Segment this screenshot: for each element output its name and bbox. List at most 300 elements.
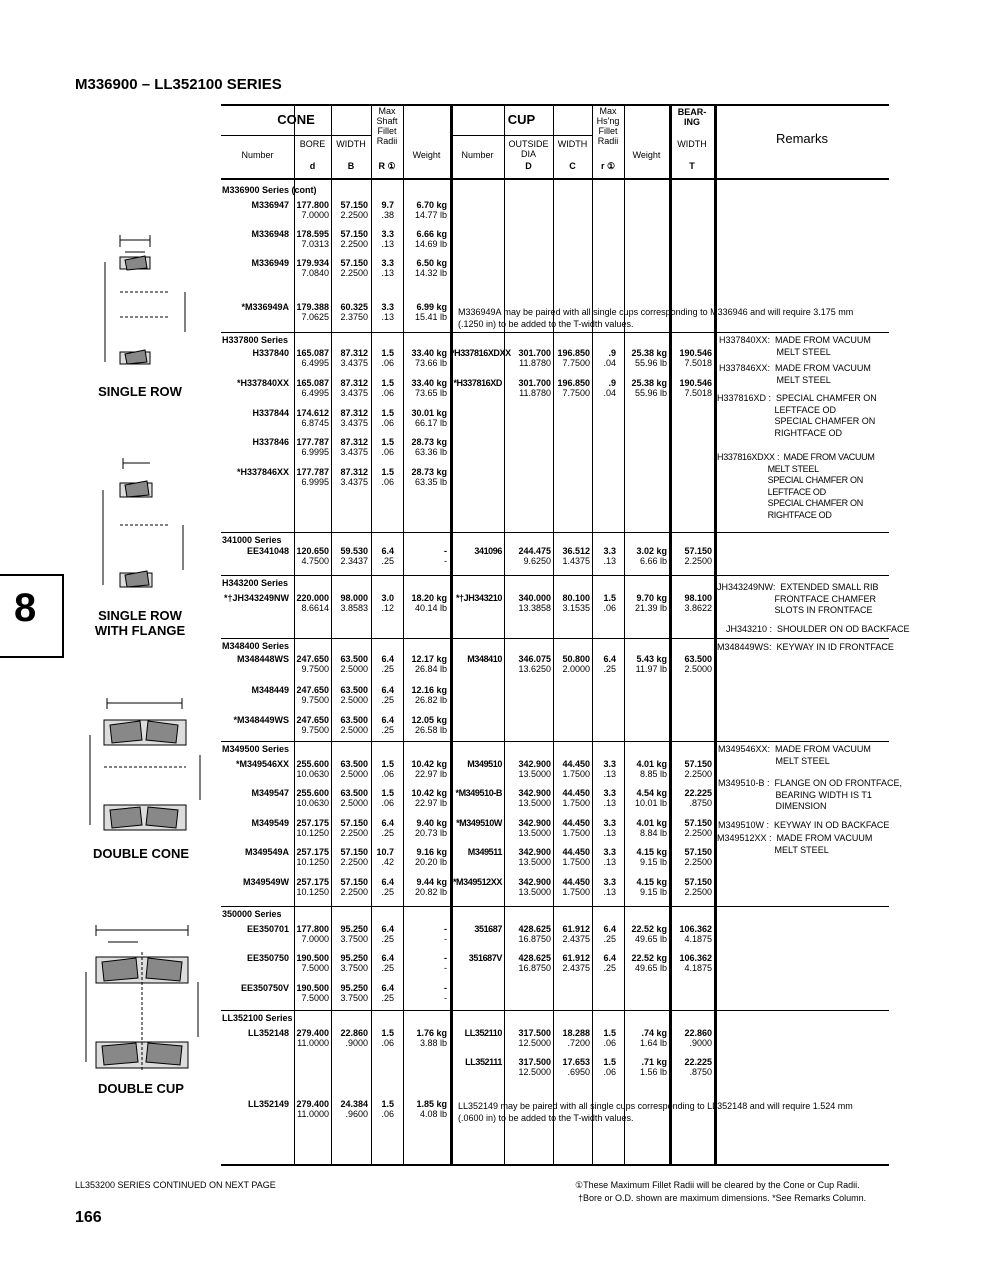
bearing-header-2: ING bbox=[683, 117, 700, 127]
cone-width-in: 3.4375 bbox=[340, 358, 368, 368]
shaft-radius-mm: 6.4 bbox=[381, 953, 394, 963]
cup-weight-kg: 22.52 kg bbox=[631, 953, 667, 963]
bearing-width-in: 2.2500 bbox=[684, 857, 712, 867]
bearing-width-in: 7.5018 bbox=[684, 388, 712, 398]
cone-weight-kg: 1.76 kg bbox=[416, 1028, 447, 1038]
outside-dia-in: 11.8780 bbox=[519, 388, 551, 398]
section-m348400: M348400 Series bbox=[222, 641, 290, 651]
bearing-width-in: 2.2500 bbox=[684, 769, 712, 779]
cup-weight-kg: 25.38 kg bbox=[631, 378, 667, 388]
bore-in: 6.4995 bbox=[301, 388, 329, 398]
cup-width-mm: 61.912 bbox=[562, 953, 590, 963]
shaft-radius-mm: 1.5 bbox=[381, 348, 394, 358]
cone-weight-lb: 66.17 lb bbox=[414, 418, 447, 428]
shaft-radius-in: .13 bbox=[381, 312, 394, 322]
hsng-radius-mm: 3.3 bbox=[603, 788, 616, 798]
bearing-width-in: 2.2500 bbox=[684, 556, 712, 566]
bore-in: 11.0000 bbox=[297, 1109, 329, 1119]
cup-weight-kg: 9.70 kg bbox=[636, 593, 667, 603]
cone-weight-lb: 26.58 lb bbox=[414, 725, 447, 735]
cone-width-mm: 87.312 bbox=[340, 378, 368, 388]
max-shaft-label-3: Fillet bbox=[377, 126, 397, 136]
shaft-radius-in: .25 bbox=[381, 556, 394, 566]
hsng-radius-in: .06 bbox=[603, 1067, 616, 1077]
shaft-radius-mm: 10.7 bbox=[376, 847, 394, 857]
cup-width-in: 2.4375 bbox=[562, 963, 590, 973]
bore-mm: 257.175 bbox=[296, 818, 329, 828]
shaft-radius-mm: 6.4 bbox=[381, 654, 394, 664]
bore-mm: 255.600 bbox=[296, 788, 329, 798]
outside-dia-in: 11.8780 bbox=[519, 358, 551, 368]
cone-weight-kg: 28.73 kg bbox=[411, 437, 447, 447]
hsng-radius-mm: 6.4 bbox=[603, 654, 616, 664]
outside-dia-mm: 342.900 bbox=[518, 788, 551, 798]
footnote-2: †Bore or O.D. shown are maximum dimensions. *See Remarks Column. bbox=[578, 1193, 867, 1203]
hsng-radius-mm: 6.4 bbox=[603, 924, 616, 934]
bore-mm: 190.500 bbox=[296, 983, 329, 993]
max-hsng-label-4: Radii bbox=[597, 136, 619, 146]
remark-jh343210: JH343210 : SHOULDER ON OD BACKFACE bbox=[726, 624, 910, 634]
remark-h337846xx: H337846XX: MADE FROM VACUUM MELT STEEL bbox=[719, 363, 871, 385]
cone-number-header: Number bbox=[241, 150, 274, 160]
bearing-width-symbol: T bbox=[689, 161, 695, 171]
cone-number: *H337846XX bbox=[236, 467, 289, 477]
cup-weight-lb: 55.96 lb bbox=[634, 388, 667, 398]
shaft-radius-in: .25 bbox=[381, 725, 394, 735]
outside-dia-symbol: D bbox=[525, 161, 532, 171]
double-cone-diagram bbox=[82, 695, 207, 845]
bearing-header-1: BEAR- bbox=[677, 107, 707, 117]
hsng-radius-in: .13 bbox=[603, 857, 616, 867]
cone-weight-header: Weight bbox=[412, 150, 441, 160]
cone-weight-kg: 1.85 kg bbox=[416, 1099, 447, 1109]
cone-weight-kg: 12.17 kg bbox=[411, 654, 447, 664]
cup-weight-lb: 8.85 lb bbox=[639, 769, 667, 779]
cone-width-in: 3.8583 bbox=[340, 603, 368, 613]
outside-dia-mm: 342.900 bbox=[518, 877, 551, 887]
cup-number: 341096 bbox=[474, 546, 502, 556]
bearing-width-mm: 190.546 bbox=[679, 378, 712, 388]
chapter-number: 8 bbox=[14, 586, 37, 630]
cup-number: LL352110 bbox=[464, 1028, 502, 1038]
bore-in: 9.7500 bbox=[301, 664, 329, 674]
section-ll352100: LL352100 Series bbox=[222, 1013, 293, 1023]
cone-width-in: 3.4375 bbox=[340, 418, 368, 428]
shaft-radius-mm: 1.5 bbox=[381, 467, 394, 477]
cone-width-in: 3.7500 bbox=[340, 963, 368, 973]
outside-dia-in: 16.8750 bbox=[518, 963, 551, 973]
note-ll352149-2: (.0600 in) to be added to the T-width values. bbox=[458, 1113, 634, 1123]
shaft-radius-mm: 3.3 bbox=[381, 229, 394, 239]
shaft-radius-in: .42 bbox=[381, 857, 394, 867]
outside-dia-mm: 346.075 bbox=[518, 654, 551, 664]
bore-mm: 257.175 bbox=[296, 877, 329, 887]
cup-number: LL352111 bbox=[465, 1057, 502, 1067]
remark-m348449ws: M348449WS: KEYWAY IN ID FRONTFACE bbox=[717, 642, 894, 652]
outside-dia-label-2: DIA bbox=[520, 149, 536, 159]
cone-width-mm: 95.250 bbox=[340, 924, 368, 934]
cone-weight-lb: - bbox=[444, 556, 447, 566]
chapter-tab bbox=[0, 574, 64, 658]
cone-width-in: 2.2500 bbox=[340, 857, 368, 867]
bearing-width-in: .8750 bbox=[689, 1067, 712, 1077]
cone-weight-lb: - bbox=[444, 963, 447, 973]
hsng-radius-mm: 1.5 bbox=[603, 1028, 616, 1038]
cup-width-in: .7200 bbox=[567, 1038, 590, 1048]
cup-weight-kg: 4.01 kg bbox=[636, 818, 667, 828]
cone-number: EE350701 bbox=[246, 924, 289, 934]
cone-width-in: 2.2500 bbox=[340, 887, 368, 897]
cup-width-mm: 44.450 bbox=[562, 818, 590, 828]
hsng-radius-mm: 3.3 bbox=[603, 546, 616, 556]
remarks-header: Remarks bbox=[775, 131, 828, 146]
cup-width-in: 3.1535 bbox=[562, 603, 590, 613]
cone-number: *M336949A bbox=[241, 302, 289, 312]
note-m336949a-1: M336949A may be paired with all single cups corresponding to M336946 and will require 3.175 mm bbox=[458, 307, 854, 317]
page-title: M336900 – LL352100 SERIES bbox=[75, 76, 282, 93]
cone-number: M349549A bbox=[244, 847, 289, 857]
outside-dia-label-1: OUTSIDE bbox=[508, 139, 549, 149]
cone-weight-lb: 22.97 lb bbox=[414, 769, 447, 779]
cone-width-mm: 87.312 bbox=[340, 348, 368, 358]
bearing-width-mm: 106.362 bbox=[679, 953, 712, 963]
outside-dia-mm: 342.900 bbox=[518, 847, 551, 857]
section-350000: 350000 Series bbox=[222, 909, 282, 919]
cone-weight-kg: 18.20 kg bbox=[411, 593, 447, 603]
bore-in: 7.5000 bbox=[301, 993, 329, 1003]
table-top-rule bbox=[221, 104, 889, 106]
bore-in: 7.0625 bbox=[301, 312, 329, 322]
cup-weight-kg: 22.52 kg bbox=[631, 924, 667, 934]
bearing-width-mm: 22.225 bbox=[684, 788, 712, 798]
cone-width-in: .9000 bbox=[345, 1038, 368, 1048]
cup-weight-kg: .71 kg bbox=[641, 1057, 667, 1067]
cone-weight-lb: - bbox=[444, 934, 447, 944]
bore-in: 7.0313 bbox=[301, 239, 329, 249]
bore-mm: 179.934 bbox=[296, 258, 329, 268]
bearing-width-mm: 57.150 bbox=[684, 818, 712, 828]
hsng-radius-mm: 3.3 bbox=[603, 759, 616, 769]
shaft-radius-mm: 6.4 bbox=[381, 546, 394, 556]
cone-weight-lb: 26.84 lb bbox=[414, 664, 447, 674]
shaft-radius-mm: 1.5 bbox=[381, 437, 394, 447]
cone-weight-kg: 9.44 kg bbox=[416, 877, 447, 887]
cup-weight-lb: 8.84 lb bbox=[639, 828, 667, 838]
cone-weight-kg: 6.99 kg bbox=[416, 302, 447, 312]
section-h343200: H343200 Series bbox=[222, 578, 289, 588]
bore-in: 9.7500 bbox=[301, 695, 329, 705]
shaft-radius-in: .12 bbox=[381, 603, 394, 613]
outside-dia-mm: 428.625 bbox=[518, 953, 551, 963]
cone-weight-kg: 6.66 kg bbox=[416, 229, 447, 239]
hsng-radius-in: .06 bbox=[603, 603, 616, 613]
cone-weight-lb: 20.20 lb bbox=[414, 857, 447, 867]
outside-dia-mm: 340.000 bbox=[518, 593, 551, 603]
bore-mm: 174.612 bbox=[296, 408, 329, 418]
cone-weight-lb: 63.36 lb bbox=[414, 447, 447, 457]
cup-width-mm: 17.653 bbox=[562, 1057, 590, 1067]
cone-number: *†JH343249NW bbox=[223, 593, 289, 603]
bore-mm: 247.650 bbox=[296, 715, 329, 725]
cone-number: EE350750 bbox=[246, 953, 289, 963]
cone-width-in: 3.7500 bbox=[340, 934, 368, 944]
cone-width-header: WIDTH bbox=[336, 139, 366, 149]
cup-number: *M349510-B bbox=[455, 788, 502, 798]
cone-number: *M348449WS bbox=[233, 715, 289, 725]
cup-width-mm: 44.450 bbox=[562, 759, 590, 769]
cone-width-in: 2.2500 bbox=[340, 210, 368, 220]
bearing-width-mm: 63.500 bbox=[684, 654, 712, 664]
bore-in: 9.7500 bbox=[301, 725, 329, 735]
cone-weight-kg: 12.05 kg bbox=[411, 715, 447, 725]
shaft-radius-in: .25 bbox=[381, 828, 394, 838]
shaft-radius-mm: 1.5 bbox=[381, 378, 394, 388]
cone-weight-lb: - bbox=[444, 993, 447, 1003]
bearing-width-in: 7.5018 bbox=[684, 358, 712, 368]
shaft-radius-mm: 6.4 bbox=[381, 924, 394, 934]
shaft-radius-in: .06 bbox=[381, 477, 394, 487]
bearing-width-mm: 190.546 bbox=[679, 348, 712, 358]
cup-weight-lb: 1.64 lb bbox=[639, 1038, 667, 1048]
cone-width-mm: 87.312 bbox=[340, 437, 368, 447]
cup-weight-lb: 1.56 lb bbox=[639, 1067, 667, 1077]
hsng-radius-in: .25 bbox=[603, 934, 616, 944]
shaft-radius-in: .25 bbox=[381, 934, 394, 944]
cup-weight-kg: 4.01 kg bbox=[636, 759, 667, 769]
cone-width-mm: 98.000 bbox=[340, 593, 368, 603]
cone-weight-lb: 22.97 lb bbox=[414, 798, 447, 808]
cone-number: EE341048 bbox=[246, 546, 289, 556]
cup-width-mm: 196.850 bbox=[557, 378, 590, 388]
bearing-table bbox=[221, 104, 910, 1166]
outside-dia-in: 13.3858 bbox=[518, 603, 551, 613]
cup-number: *M349510W bbox=[456, 818, 502, 828]
remark-h337816xd: H337816XD : SPECIAL CHAMFER ON LEFTFACE OD SPECIAL CHAMFER ON RIGHTFACE OD bbox=[717, 393, 877, 438]
cup-width-in: 7.7500 bbox=[562, 388, 590, 398]
max-hsng-label-3: Fillet bbox=[598, 126, 618, 136]
max-hsng-label-2: Hs'ng bbox=[596, 116, 620, 126]
outside-dia-in: 13.5000 bbox=[518, 828, 551, 838]
cone-weight-kg: 33.40 kg bbox=[411, 378, 447, 388]
shaft-radius-in: .13 bbox=[381, 239, 394, 249]
bore-mm: 190.500 bbox=[296, 953, 329, 963]
bearing-width-in: .9000 bbox=[689, 1038, 712, 1048]
cup-width-mm: 44.450 bbox=[562, 847, 590, 857]
cone-weight-lb: 73.66 lb bbox=[414, 358, 447, 368]
cone-weight-kg: 10.42 kg bbox=[411, 759, 447, 769]
outside-dia-mm: 244.475 bbox=[518, 546, 551, 556]
cone-width-in: 2.3750 bbox=[340, 312, 368, 322]
remark-m349512xx: M349512XX : MADE FROM VACUUM MELT STEEL bbox=[717, 833, 873, 855]
bore-mm: 247.650 bbox=[296, 654, 329, 664]
cup-width-mm: 36.512 bbox=[562, 546, 590, 556]
bore-mm: 177.800 bbox=[296, 200, 329, 210]
cone-width-mm: 57.150 bbox=[340, 200, 368, 210]
hsng-radius-in: .25 bbox=[603, 963, 616, 973]
footnote-1: ①These Maximum Fillet Radii will be cleared by the Cone or Cup Radii. bbox=[575, 1180, 860, 1190]
bearing-width-header: WIDTH bbox=[677, 139, 707, 149]
cone-weight-lb: 14.32 lb bbox=[414, 268, 447, 278]
cup-width-in: 1.7500 bbox=[562, 798, 590, 808]
cone-width-in: 2.5000 bbox=[340, 798, 368, 808]
cone-width-mm: 59.530 bbox=[340, 546, 368, 556]
shaft-radius-in: .25 bbox=[381, 695, 394, 705]
single-row-flange-caption-1: SINGLE ROW bbox=[98, 608, 182, 623]
hsng-radius-in: .04 bbox=[603, 388, 616, 398]
bore-mm: 179.388 bbox=[296, 302, 329, 312]
shaft-radius-mm: 6.4 bbox=[381, 685, 394, 695]
cone-weight-lb: 63.35 lb bbox=[414, 477, 447, 487]
cone-weight-lb: 73.65 lb bbox=[414, 388, 447, 398]
bore-in: 11.0000 bbox=[297, 1038, 329, 1048]
outside-dia-mm: 342.900 bbox=[518, 759, 551, 769]
cup-width-in: 1.7500 bbox=[562, 828, 590, 838]
bore-in: 10.1250 bbox=[296, 857, 329, 867]
cone-weight-lb: 15.41 lb bbox=[414, 312, 447, 322]
cone-width-in: .9600 bbox=[345, 1109, 368, 1119]
cup-number: M348410 bbox=[467, 654, 502, 664]
cup-number: M349510 bbox=[467, 759, 502, 769]
cone-weight-lb: 40.14 lb bbox=[414, 603, 447, 613]
bore-mm: 165.087 bbox=[296, 348, 329, 358]
cup-number: *H337816XDXX bbox=[451, 348, 511, 358]
cup-weight-lb: 9.15 lb bbox=[639, 857, 667, 867]
cone-width-mm: 63.500 bbox=[340, 788, 368, 798]
bore-mm: 279.400 bbox=[296, 1099, 329, 1109]
shaft-radius-symbol: R ① bbox=[378, 161, 396, 171]
shaft-radius-mm: 1.5 bbox=[381, 408, 394, 418]
cone-weight-kg: 9.40 kg bbox=[416, 818, 447, 828]
shaft-radius-mm: 1.5 bbox=[381, 1099, 394, 1109]
cup-width-in: 1.7500 bbox=[562, 857, 590, 867]
cup-number: *M349512XX bbox=[452, 877, 502, 887]
bearing-width-mm: 57.150 bbox=[684, 759, 712, 769]
cone-width-mm: 63.500 bbox=[340, 715, 368, 725]
cone-width-in: 3.4375 bbox=[340, 388, 368, 398]
cup-weight-kg: 25.38 kg bbox=[631, 348, 667, 358]
bore-mm: 178.595 bbox=[296, 229, 329, 239]
cup-width-in: 1.4375 bbox=[562, 556, 590, 566]
remark-jh343249nw: JH343249NW: EXTENDED SMALL RIB FRONTFACE CHAMFER SLOTS IN FRONTFACE bbox=[717, 582, 879, 615]
cone-width-mm: 87.312 bbox=[340, 467, 368, 477]
cup-weight-lb: 49.65 lb bbox=[634, 963, 667, 973]
cone-weight-kg: 30.01 kg bbox=[411, 408, 447, 418]
cup-width-header: WIDTH bbox=[557, 139, 588, 149]
cone-weight-kg: - bbox=[444, 924, 447, 934]
hsng-radius-in: .06 bbox=[603, 1038, 616, 1048]
cone-weight-kg: 33.40 kg bbox=[411, 348, 447, 358]
bore-in: 4.7500 bbox=[301, 556, 329, 566]
cone-header-rule bbox=[221, 135, 371, 136]
cone-weight-kg: 10.42 kg bbox=[411, 788, 447, 798]
cup-width-mm: 44.450 bbox=[562, 788, 590, 798]
cup-number: *H337816XD bbox=[453, 378, 502, 388]
cup-width-mm: 50.800 bbox=[562, 654, 590, 664]
hsng-radius-in: .13 bbox=[603, 769, 616, 779]
bore-in: 7.5000 bbox=[301, 963, 329, 973]
cup-width-in: 7.7500 bbox=[562, 358, 590, 368]
cone-number: LL352149 bbox=[247, 1099, 289, 1109]
cone-header: CONE bbox=[277, 112, 315, 127]
cup-width-mm: 18.288 bbox=[562, 1028, 590, 1038]
outside-dia-mm: 342.900 bbox=[518, 818, 551, 828]
cone-width-mm: 60.325 bbox=[340, 302, 368, 312]
bearing-width-in: 3.8622 bbox=[684, 603, 712, 613]
table-bottom-rule bbox=[221, 1164, 889, 1166]
shaft-radius-mm: 6.4 bbox=[381, 818, 394, 828]
cup-header-rule bbox=[451, 135, 592, 136]
bearing-width-mm: 106.362 bbox=[679, 924, 712, 934]
bore-mm: 257.175 bbox=[296, 847, 329, 857]
max-shaft-label-2: Shaft bbox=[376, 116, 398, 126]
cone-width-in: 3.7500 bbox=[340, 993, 368, 1003]
cup-width-in: 2.4375 bbox=[562, 934, 590, 944]
remark-m349510b: M349510-B : FLANGE ON OD FRONTFACE, BEARING WIDTH IS T1 DIMENSION bbox=[718, 778, 903, 811]
cup-width-mm: 61.912 bbox=[562, 924, 590, 934]
single-row-caption: SINGLE ROW bbox=[98, 384, 182, 399]
outside-dia-in: 13.5000 bbox=[518, 887, 551, 897]
outside-dia-mm: 317.500 bbox=[518, 1057, 551, 1067]
cup-weight-lb: 55.96 lb bbox=[634, 358, 667, 368]
cone-weight-kg: 28.73 kg bbox=[411, 467, 447, 477]
bearing-width-mm: 22.225 bbox=[684, 1057, 712, 1067]
cone-weight-lb: 14.77 lb bbox=[414, 210, 447, 220]
outside-dia-mm: 301.700 bbox=[518, 378, 551, 388]
cup-weight-kg: .74 kg bbox=[641, 1028, 667, 1038]
shaft-radius-in: .25 bbox=[381, 993, 394, 1003]
hsng-radius-mm: .9 bbox=[608, 378, 616, 388]
cup-width-mm: 196.850 bbox=[557, 348, 590, 358]
shaft-radius-mm: 1.5 bbox=[381, 759, 394, 769]
bore-in: 6.8745 bbox=[301, 418, 329, 428]
bore-in: 6.9995 bbox=[301, 477, 329, 487]
cone-width-symbol: B bbox=[347, 161, 355, 171]
cup-weight-lb: 11.97 lb bbox=[635, 664, 667, 674]
shaft-radius-mm: 3.3 bbox=[381, 302, 394, 312]
hsng-radius-mm: 1.5 bbox=[603, 1057, 616, 1067]
hsng-radius-in: .04 bbox=[603, 358, 616, 368]
double-cup-diagram bbox=[78, 922, 208, 1077]
bore-in: 10.1250 bbox=[296, 887, 329, 897]
cup-weight-kg: 5.43 kg bbox=[636, 654, 667, 664]
hsng-radius-in: .25 bbox=[603, 664, 616, 674]
cup-weight-lb: 9.15 lb bbox=[639, 887, 667, 897]
section-341000: 341000 Series bbox=[222, 535, 282, 545]
shaft-radius-in: .38 bbox=[381, 210, 394, 220]
cone-number: M349547 bbox=[251, 788, 289, 798]
shaft-radius-in: .25 bbox=[381, 963, 394, 973]
shaft-radius-mm: 6.4 bbox=[381, 983, 394, 993]
cone-weight-lb: 14.69 lb bbox=[414, 239, 447, 249]
section-m336900: M336900 Series (cont) bbox=[222, 185, 317, 195]
outside-dia-mm: 301.700 bbox=[518, 348, 551, 358]
outside-dia-mm: 428.625 bbox=[518, 924, 551, 934]
note-m336949a-2: (.1250 in) to be added to the T-width values. bbox=[458, 319, 634, 329]
remark-h337816xdxx: H337816XDXX : MADE FROM VACUUM MELT STEEL SPECIAL CHAMFER ON LEFTFACE OD SPECIAL CHAMFER ON RIGHTFACE OD bbox=[717, 452, 875, 520]
cone-weight-kg: - bbox=[444, 983, 447, 993]
cone-number: M349549W bbox=[242, 877, 289, 887]
cup-number-header: Number bbox=[461, 150, 494, 160]
cone-width-in: 2.5000 bbox=[340, 664, 368, 674]
cone-number: H337840 bbox=[252, 348, 289, 358]
hsng-radius-symbol: r ① bbox=[600, 161, 616, 171]
shaft-radius-in: .25 bbox=[381, 664, 394, 674]
cone-width-mm: 87.312 bbox=[340, 408, 368, 418]
shaft-radius-mm: 1.5 bbox=[381, 788, 394, 798]
outside-dia-in: 13.5000 bbox=[518, 857, 551, 867]
cup-number: 351687 bbox=[474, 924, 502, 934]
cup-width-symbol: C bbox=[569, 161, 576, 171]
